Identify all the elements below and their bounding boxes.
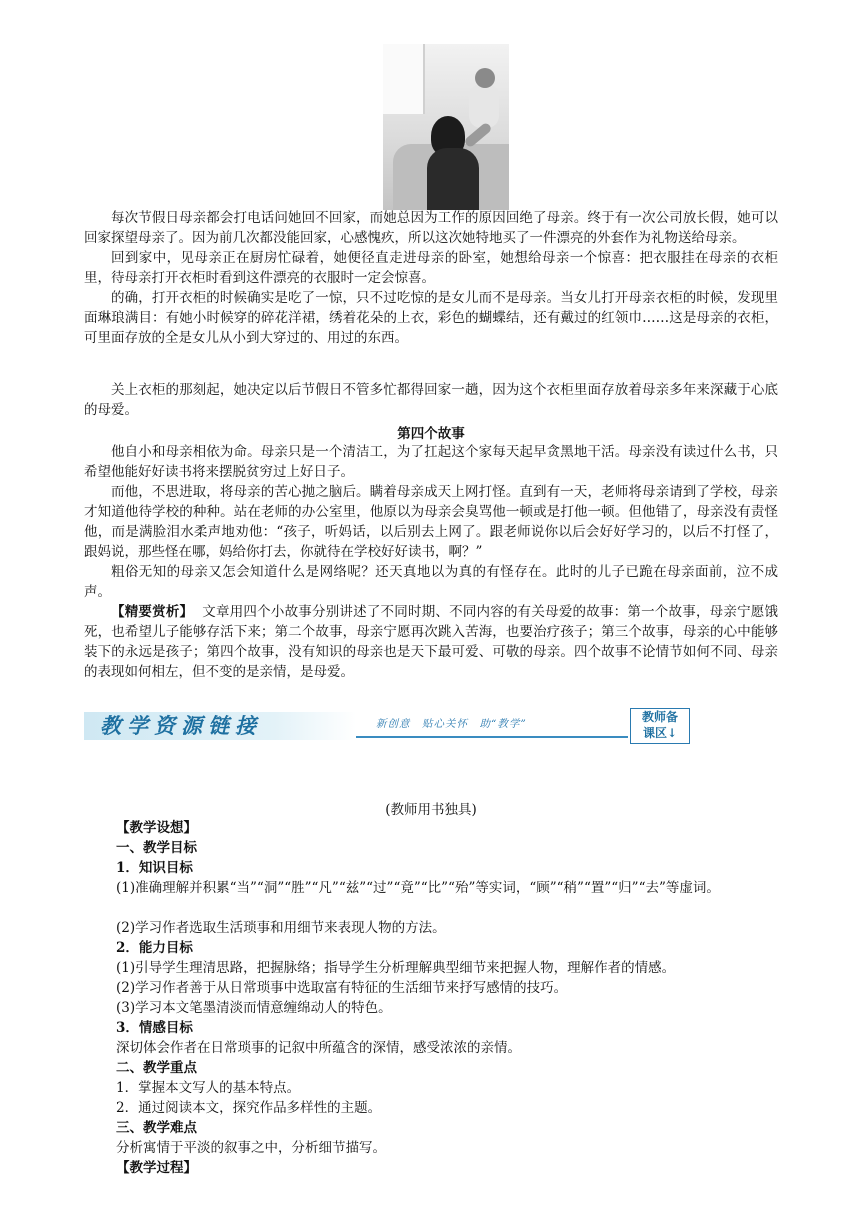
ability-goal-2: (2)学习作者善于从日常琐事中选取富有特征的生活细节来抒写感情的技巧。 [116, 980, 568, 996]
story3-paragraph-1: 每次节假日母亲都会打电话问她回不回家，而她总因为工作的原因回绝了母亲。终于有一次公司放长假，她可以回家探望母亲了。因为前几次都没能回家，心感愧疚，所以这次她特地买了一件漂亮的外套作为礼物送给母亲。 [84, 210, 778, 246]
teacher-only-note: (教师用书独具) [385, 802, 477, 818]
story3-paragraph-2: 回到家中，见母亲正在厨房忙碌着，她便径直走进母亲的卧室，她想给母亲一个惊喜：把衣服挂在母亲的衣柜里，待母亲打开衣柜时看到这件漂亮的衣服时一定会惊喜。 [84, 250, 778, 286]
appreciation-paragraph [84, 602, 778, 682]
badge-line-2: 课区↓ [642, 726, 678, 740]
objectives-heading: 一、教学目标 [116, 840, 197, 856]
knowledge-goal-heading: 1．知识目标 [116, 860, 193, 876]
story4-paragraph-1: 他自小和母亲相依为命。母亲只是一个清洁工，为了扛起这个家每天起早贪黑地干活。母亲没有读过什么书，只希望他能好好读书将来摆脱贫穷过上好日子。 [84, 444, 778, 480]
process-heading: 【教学过程】 [116, 1160, 197, 1176]
key-point-2: 2．通过阅读本文，探究作品多样性的主题。 [116, 1100, 382, 1116]
story3-paragraph-4: 关上衣柜的那刻起，她决定以后节假日不管多忙都得回家一趟，因为这个衣柜里面存放着母亲多年来深藏于心底的母爱。 [84, 382, 778, 418]
key-point-1: 1．掌握本文写人的基本特点。 [116, 1080, 301, 1096]
lesson-design-heading: 【教学设想】 [116, 820, 197, 836]
mother-child-photo [383, 44, 509, 210]
teacher-area-badge [630, 708, 690, 744]
badge-line-1: 教师备 [641, 710, 678, 724]
appreciation-text: 文章用四个小故事分别讲述了不同时期、不同内容的有关母爱的故事：第一个故事，母亲宁愿饿死，也希望儿子能够存活下来；第二个故事，母亲宁愿再次跳入苦海，也要治疗孩子；第三个故事，母亲的心中能够装下的永远是孩子；第四个故事，没有知识的母亲也是天下最可爱、可敬的母亲。四个故事不论情节如何不同、母亲的表现如何相左，但不变的是亲情，是母爱。 [84, 604, 779, 680]
emotion-goal-1: 深切体会作者在日常琐事的记叙中所蕴含的深情，感受浓浓的亲情。 [116, 1040, 521, 1056]
difficulty-1: 分析寓情于平淡的叙事之中，分析细节描写。 [116, 1140, 386, 1156]
photo-woman-body [427, 148, 479, 210]
difficulties-heading: 三、教学难点 [116, 1120, 197, 1136]
appreciation-label: 【精要赏析】 [111, 604, 194, 620]
story4-title: 第四个故事 [397, 426, 465, 442]
story4-body [84, 442, 778, 682]
knowledge-goal-2: (2)学习作者选取生活琐事和用细节来表现人物的方法。 [116, 920, 446, 936]
knowledge-goal-1 [116, 878, 778, 898]
story3-paragraph-3: 的确，打开衣柜的时候确实是吃了一惊，只不过吃惊的是女儿而不是母亲。当女儿打开母亲衣柜的时候，发现里面琳琅满目：有她小时候穿的碎花洋裙，绣着花朵的上衣，彩色的蝴蝶结，还有戴过的红领巾……这是母亲的衣柜，可里面存放的全是女儿从小到大穿过的、用过的东西。 [84, 290, 778, 346]
story4-paragraph-2: 而他，不思进取，将母亲的苦心抛之脑后。瞒着母亲成天上网打怪。直到有一天，老师将母亲请到了学校，母亲才知道他待学校的种种。站在老师的办公室里，他原以为母亲会臭骂他一顿或是打他一顿。但他错了，母亲没有责怪他，而是满脸泪水柔声地劝他：“孩子，听妈话，以后别去上网了。跟老师说你以后会好好学习的，以后不打怪了，跟妈说，那些怪在哪，妈给你打去，你就待在学校好好读书，啊？” [84, 484, 778, 560]
banner-rule [356, 736, 628, 738]
ability-goal-1: (1)引导学生理清思路，把握脉络；指导学生分析理解典型细节来把握人物，理解作者的情感。 [116, 960, 676, 976]
story3-ending [84, 380, 778, 420]
story3-body [84, 208, 778, 348]
emotion-goal-heading: 3．情感目标 [116, 1020, 193, 1036]
photo-child [469, 84, 499, 128]
banner-title: 教学资源链接 [100, 713, 262, 738]
ability-goal-heading: 2．能力目标 [116, 940, 193, 956]
knowledge-goal-1-text: (1)准确理解并积累“当”“洞”“胜”“凡”“兹”“过”“竟”“比”“殆”等实词，“顾”“稍”“置”“归”“去”等虚词。 [116, 880, 720, 896]
ability-goal-3: (3)学习本文笔墨清淡而情意缠绵动人的特色。 [116, 1000, 392, 1016]
key-points-heading: 二、教学重点 [116, 1060, 197, 1076]
banner-slogan: 新创意 贴心关怀 助“教学” [376, 718, 527, 730]
photo-child-head [475, 68, 495, 88]
resource-banner [84, 708, 690, 744]
photo-window [383, 44, 425, 114]
story4-paragraph-3: 粗俗无知的母亲又怎会知道什么是网络呢？还天真地以为真的有怪存在。此时的儿子已跪在母亲面前，泣不成声。 [84, 564, 778, 600]
